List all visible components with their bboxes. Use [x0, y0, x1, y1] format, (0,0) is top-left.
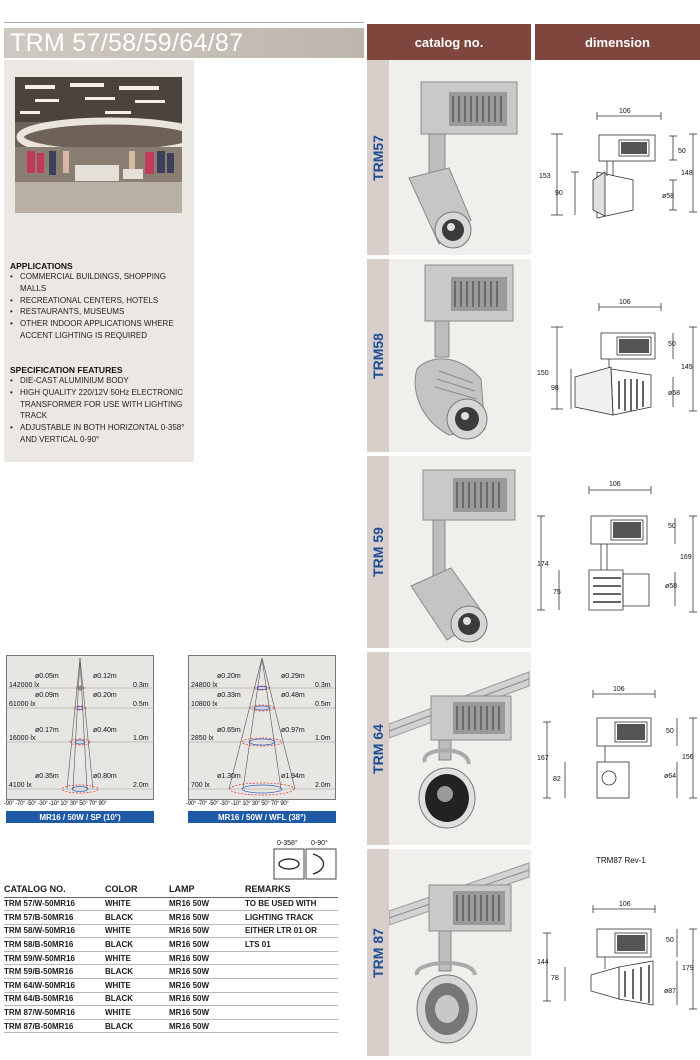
distance: 2.0m	[315, 782, 331, 789]
cell-color: BLACK	[105, 911, 169, 925]
cell-remarks	[245, 992, 338, 1006]
photometric-label-sp: MR16 / 50W / SP (10°)	[6, 811, 154, 823]
cell-catalog: TRM 57/W-50MR16	[4, 897, 105, 911]
beam-diameter: ø1.30m	[217, 773, 241, 780]
table-row	[4, 965, 338, 979]
beam-diameter: ø0.33m	[217, 692, 241, 699]
lux-value: 2850 lx	[191, 735, 214, 742]
trm59-photo	[389, 456, 531, 648]
beam-diameter: ø0.20m	[217, 673, 241, 680]
rotation-icon	[273, 848, 337, 880]
trm87-dimension-drawing	[535, 849, 700, 1056]
store-photo	[15, 77, 182, 213]
cell-remarks: TO BE USED WITH	[245, 897, 338, 911]
cell-color: WHITE	[105, 897, 169, 911]
beam-diameter: ø0.48m	[281, 692, 305, 699]
dim-width: 106	[609, 481, 621, 488]
lux-value: 10800 lx	[191, 701, 218, 708]
dim-height-right: 169	[680, 554, 692, 561]
trm87-photo	[389, 849, 531, 1056]
table-row	[4, 911, 338, 925]
cell-lamp: MR16 50W	[169, 938, 245, 952]
cell-lamp: MR16 50W	[169, 951, 245, 965]
ordering-table	[4, 883, 338, 1033]
list-item: • ADJUSTABLE IN BOTH HORIZONTAL 0-358° AND VERTICAL 0-90°	[8, 422, 188, 446]
catalog-header: catalog no.	[367, 24, 531, 60]
applications-list	[8, 271, 180, 342]
cell-lamp: MR16 50W	[169, 924, 245, 938]
product-label-trm57: TRM57	[370, 134, 386, 181]
dim-height-total: 150	[537, 370, 549, 377]
angle-scale: -90° -70° -50° -30° -10° 10° 30° 50° 70° 90°	[4, 801, 107, 807]
list-item: • OTHER INDOOR APPLICATIONS WHERE ACCENT LIGHTING IS REQUIRED	[8, 318, 180, 342]
trm57-dimension-drawing	[535, 60, 700, 255]
dim-width: 106	[619, 901, 631, 908]
beam-diameter: ø0.09m	[35, 692, 59, 699]
product-label-trm58: TRM58	[370, 332, 386, 379]
distance: 2.0m	[133, 782, 149, 789]
beam-diameter: ø0.29m	[281, 673, 305, 680]
list-item: • RESTAURANTS, MUSEUMS	[8, 306, 180, 318]
list-item: • DIE-CAST ALUMINIUM BODY	[8, 375, 188, 387]
cell-color: BLACK	[105, 938, 169, 952]
trm64-dimension-drawing	[535, 652, 700, 845]
dim-diameter: ø64	[664, 773, 677, 780]
beam-diameter: ø0.97m	[281, 727, 305, 734]
distance: 0.3m	[133, 682, 149, 689]
table-row	[4, 979, 338, 993]
vertical-rotation-label: 0-90°	[311, 840, 328, 847]
product-label-trm64: TRM 64	[370, 723, 387, 774]
title-rule	[4, 22, 364, 23]
cell-remarks	[245, 951, 338, 965]
table-row	[4, 1019, 338, 1033]
lux-value: 24800 lx	[191, 682, 218, 689]
dim-diameter: ø87	[664, 988, 677, 995]
lux-value: 700 lx	[191, 782, 210, 789]
dim-width: 106	[619, 299, 631, 306]
distance: 0.3m	[315, 682, 331, 689]
list-item: • COMMERCIAL BUILDINGS, SHOPPING MALLS	[8, 271, 180, 295]
col-catalog: CATALOG NO.	[4, 883, 105, 897]
dim-height-total: 174	[537, 561, 549, 568]
cell-catalog: TRM 57/B-50MR16	[4, 911, 105, 925]
col-remarks: REMARKS	[245, 883, 338, 897]
spec-title: SPECIFICATION FEATURES	[10, 365, 123, 375]
dim-height-lower: 98	[551, 385, 559, 392]
applications-title: APPLICATIONS	[10, 261, 73, 271]
cell-lamp: MR16 50W	[169, 965, 245, 979]
dim-width: 106	[619, 108, 631, 115]
table-row	[4, 951, 338, 965]
cell-catalog: TRM 59/B-50MR16	[4, 965, 105, 979]
table-row	[4, 1006, 338, 1020]
trm64-photo	[389, 652, 531, 845]
cell-lamp: MR16 50W	[169, 1019, 245, 1033]
lux-value: 4100 lx	[9, 782, 32, 789]
cell-lamp: MR16 50W	[169, 992, 245, 1006]
revision-label: TRM87 Rev-1	[596, 856, 646, 865]
cell-catalog: TRM 87/W-50MR16	[4, 1006, 105, 1020]
beam-diameter: ø0.05m	[35, 673, 59, 680]
dim-height-total: 167	[537, 755, 549, 762]
angle-scale: -90° -70° -50° -30° -10° 10° 30° 50° 70° 90°	[186, 801, 289, 807]
cell-catalog: TRM 59/W-50MR16	[4, 951, 105, 965]
col-color: COLOR	[105, 883, 169, 897]
cell-catalog: TRM 58/W-50MR16	[4, 924, 105, 938]
photometric-chart-sp	[6, 655, 154, 800]
title-bar	[4, 28, 364, 58]
list-item: • HIGH QUALITY 220/12V 50Hz ELECTRONIC TRANSFORMER FOR USE WITH LIGHTING TRACK	[8, 387, 188, 422]
cell-remarks: LTS 01	[245, 938, 338, 952]
distance: 1.0m	[315, 735, 331, 742]
distance: 0.5m	[315, 701, 331, 708]
distance: 1.0m	[133, 735, 149, 742]
cell-catalog: TRM 64/W-50MR16	[4, 979, 105, 993]
dim-head: 50	[666, 728, 674, 735]
cell-color: WHITE	[105, 1006, 169, 1020]
col-lamp: LAMP	[169, 883, 245, 897]
beam-diameter: ø0.65m	[217, 727, 241, 734]
table-header-row	[4, 883, 338, 897]
dim-head: 50	[666, 937, 674, 944]
cell-color: WHITE	[105, 924, 169, 938]
dim-height-right: 156	[682, 754, 694, 761]
cell-color: BLACK	[105, 992, 169, 1006]
cell-lamp: MR16 50W	[169, 911, 245, 925]
trm58-photo	[389, 259, 531, 452]
dim-height-right: 179	[682, 965, 694, 972]
trm58-dimension-drawing	[535, 259, 700, 452]
spec-list	[8, 375, 188, 446]
lux-value: 142000 lx	[9, 682, 40, 689]
cell-remarks	[245, 965, 338, 979]
dim-height-lower: 90	[555, 190, 563, 197]
cell-lamp: MR16 50W	[169, 979, 245, 993]
beam-diameter: ø0.40m	[93, 727, 117, 734]
photometric-label-wfl: MR16 / 50W / WFL (38°)	[188, 811, 336, 823]
dimension-header: dimension	[535, 24, 700, 60]
table-row	[4, 938, 338, 952]
cell-color: WHITE	[105, 951, 169, 965]
dim-height-lower: 82	[553, 776, 561, 783]
table-row	[4, 992, 338, 1006]
dim-height-lower: 78	[551, 975, 559, 982]
beam-diameter: ø0.17m	[35, 727, 59, 734]
product-label-trm87: TRM 87	[370, 927, 387, 978]
lux-value: 61000 lx	[9, 701, 36, 708]
cell-catalog: TRM 87/B-50MR16	[4, 1019, 105, 1033]
dim-diameter: ø58	[662, 193, 675, 200]
lux-value: 16000 lx	[9, 735, 36, 742]
table-row	[4, 897, 338, 911]
cell-remarks	[245, 1006, 338, 1020]
beam-diameter: ø1.94m	[281, 773, 305, 780]
beam-diameter: ø0.12m	[93, 673, 117, 680]
dim-head: 50	[668, 341, 676, 348]
distance: 0.5m	[133, 701, 149, 708]
beam-diameter: ø0.80m	[93, 773, 117, 780]
horizontal-rotation-label: 0-358°	[277, 840, 298, 847]
cell-catalog: TRM 64/B-50MR16	[4, 992, 105, 1006]
beam-diameter: ø0.20m	[93, 692, 117, 699]
cell-remarks: LIGHTING TRACK	[245, 911, 338, 925]
cell-lamp: MR16 50W	[169, 1006, 245, 1020]
table-row	[4, 924, 338, 938]
trm57-photo	[389, 60, 531, 255]
page-title: TRM 57/58/59/64/87	[10, 29, 244, 57]
cell-remarks	[245, 979, 338, 993]
dim-height-right: 148	[681, 170, 693, 177]
cell-color: WHITE	[105, 979, 169, 993]
dim-height-total: 153	[539, 173, 551, 180]
cell-color: BLACK	[105, 965, 169, 979]
cell-remarks	[245, 1019, 338, 1033]
cell-catalog: TRM 58/B-50MR16	[4, 938, 105, 952]
dim-head: 50	[678, 148, 686, 155]
dim-height-total: 144	[537, 959, 549, 966]
photometric-chart-wfl	[188, 655, 336, 800]
dim-height-right: 145	[681, 364, 693, 371]
dim-width: 106	[613, 686, 625, 693]
dim-diameter: ø58	[668, 390, 681, 397]
list-item: • RECREATIONAL CENTERS, HOTELS	[8, 295, 180, 307]
cell-color: BLACK	[105, 1019, 169, 1033]
product-label-trm59: TRM 59	[370, 527, 387, 577]
dim-height-lower: 75	[553, 589, 561, 596]
beam-diameter: ø0.35m	[35, 773, 59, 780]
cell-remarks: EITHER LTR 01 OR	[245, 924, 338, 938]
dim-diameter: ø58	[665, 583, 678, 590]
cell-lamp: MR16 50W	[169, 897, 245, 911]
dim-head: 50	[668, 523, 676, 530]
